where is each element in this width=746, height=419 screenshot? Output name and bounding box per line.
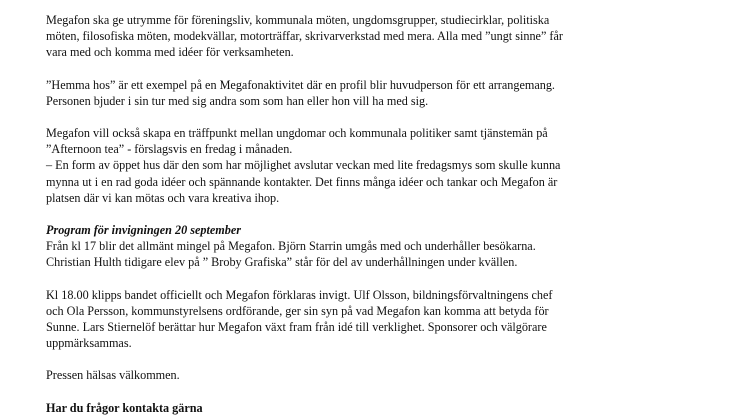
program-heading: Program för invigningen 20 september — [46, 223, 242, 238]
document-page — [46, 12, 706, 416]
text-line: möten, filosofiska möten, modekvällar, motorträffar, skrivarverkstad med mera. Alla med ”ungt sinne” får — [46, 29, 563, 44]
intro-paragraph — [46, 12, 706, 61]
text-line: Personen bjuder i sin tur med sig andra som som han eller hon vill ha med sig. — [46, 93, 429, 108]
text-line: uppmärksammas. — [46, 336, 132, 351]
text-line: mynna ut i en rad goda idéer och spännande kontakter. Det finns många idéer och tankar och Megafon är — [46, 174, 558, 189]
text-line: och Ola Persson, kommunstyrelsens ordförande, ger sin syn på vad Megafon kan komma att betyda för — [46, 303, 549, 318]
text-line: Från kl 17 blir det allmänt mingel på Megafon. Björn Starrin umgås med och underhåller besökarna. — [46, 239, 536, 254]
text-line: ”Afternoon tea” - förslagsvis en fredag i månaden. — [46, 142, 293, 157]
invigning-paragraph — [46, 287, 706, 352]
text-line: Sunne. Lars Stiernelöf berättar hur Megafon växt fram från idé till verklighet. Sponsorer och välgörare — [46, 320, 547, 335]
program-section — [46, 222, 706, 271]
pressen-paragraph — [46, 367, 706, 383]
text-line: Megafon vill också skapa en träffpunkt mellan ungdomar och kommunala politiker samt tjänstemän på — [46, 126, 548, 141]
kontakt-section — [46, 400, 706, 416]
text-line: Megafon ska ge utrymme för föreningsliv, kommunala möten, ungdomsgrupper, studiecirklar, politiska — [46, 13, 550, 27]
traffpunkt-paragraph — [46, 125, 706, 206]
text-line: ”Hemma hos” är ett exempel på en Megafonaktivitet där en profil blir huvudperson för ett arrangemang. — [46, 77, 555, 92]
text-line: – En form av öppet hus där den som har möjlighet avslutar veckan med lite fredagsmys som skulle kunna — [46, 158, 561, 173]
text-line: platsen där vi kan mötas och vara kreativa ihop. — [46, 190, 280, 205]
hemma-hos-paragraph — [46, 77, 706, 109]
text-line: Kl 18.00 klipps bandet officiellt och Megafon förklaras invigt. Ulf Olsson, bildningsförvaltningens chef — [46, 287, 553, 302]
kontakt-heading: Har du frågor kontakta gärna — [46, 400, 203, 415]
text-line: Christian Hulth tidigare elev på ” Broby Grafiska” står för del av underhållningen under kvällen. — [46, 255, 518, 270]
text-line: Pressen hälsas välkommen. — [46, 368, 180, 383]
text-line: vara med och komma med idéer för verksamheten. — [46, 45, 294, 60]
